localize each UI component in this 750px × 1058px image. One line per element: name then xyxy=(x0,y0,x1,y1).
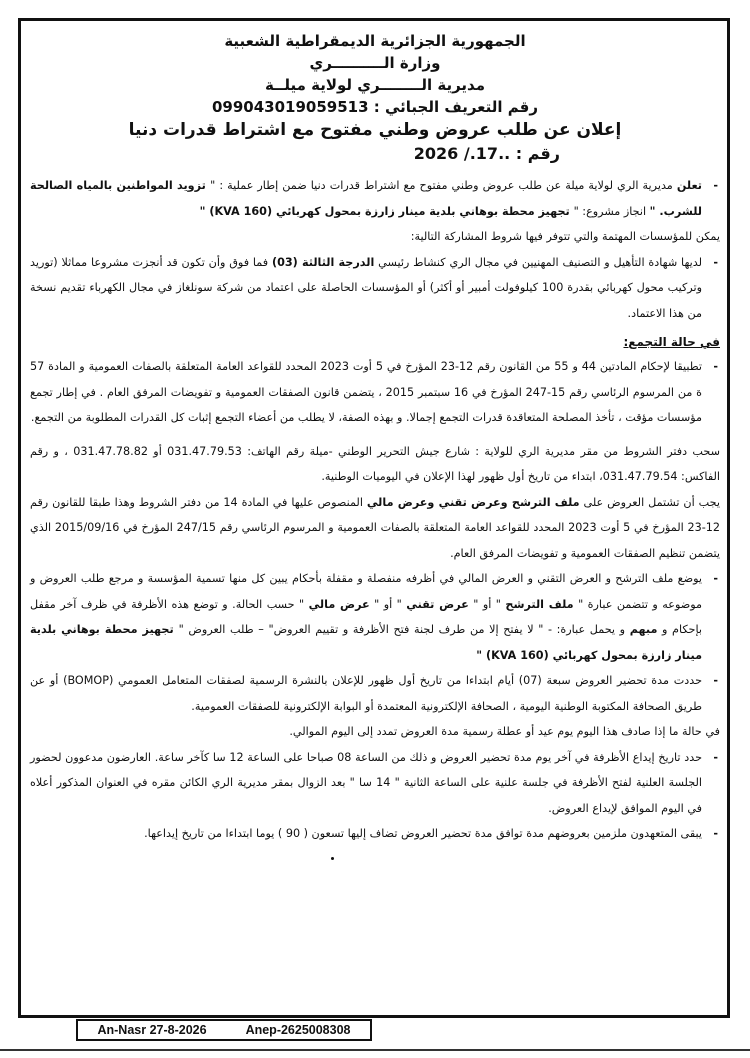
republic-title: الجمهورية الجزائرية الديمقراطية الشعبية xyxy=(224,32,526,50)
project-label: انجاز مشروع: " xyxy=(573,204,650,218)
section-heading-consortium: في حالة التجمع: xyxy=(623,335,720,349)
eligibility-paragraph: يمكن للمؤسسات المهتمة والتي تتوفر فيها شروط المشاركة التالية: xyxy=(410,230,720,243)
envelope-label-candidacy: ملف الترشح xyxy=(505,597,574,611)
consortium-item: - تطبيقا لإحكام المادتين 44 و 55 من القانون رقم 12-23 المؤرخ في 5 أوت 2023 المحدد للقواعد العامة المتعلقة بالصفات العمومية و المادة 57 ة من المرسوم الرئاسي رقم 15-247 المؤرخ في 16 سبتمبر 2015 ، يتضمن قانون الصفقات العمومية و تفويضات المرفق العام . في إطار تجمع مؤسسات مؤقت ، تأخذ المصلحة المتعاقدة قدرات التجمع إجمالا. و بهذه الصفة، لا يطلب من أعضاء التجمع إثبات كل القدرات المطلوبة من التجمع. xyxy=(30,354,720,431)
offers-text-2: المنصوص عليها في المادة 14 من دفتر الشروط وهذا طبقا للقانون رقم 12-23 المؤرخ في 5 أوت 2023 المحدد للقواعد العامة المتعلقة بالصفات العمومية و المرسوم الرئاسي رقم 247/15 المؤرخ في 2015/09/16 الذي يتضمن تنظيم الصفقات العمومية و تفويضات المرفق العام. xyxy=(30,495,721,560)
envelopes-item xyxy=(30,566,720,668)
qualification-text-1: لديها شهادة التأهيل و التصنيف المهنيين في مجال الري كنشاط رئيسي xyxy=(374,255,703,269)
intro-lead: تعلن xyxy=(676,179,702,192)
newspaper-ref: An-Nasr 27-8-2026 xyxy=(97,1023,207,1037)
directorate-title: مديرية الــــــــري لولاية ميلــة xyxy=(265,76,485,94)
envelopes-text-2: " أو " xyxy=(468,597,506,611)
tax-id: رقم التعريف الجبائي : 099043019059513 xyxy=(211,98,538,116)
operation-title: تزويد المواطنين بالمياه الصالحة للشرب. " xyxy=(30,179,702,218)
preparation-period-item: - حددت مدة تحضير العروض سبعة (07) أيام ابتداءا من تاريخ أول ظهور للإعلان بالنشرة الرسمية لصفقات المتعامل العمومي (BOMOP) أو عن طريق الصحافة المكتوبة الوطنية اليومية ، الصحافة الإلكترونية المعتمدة أو البوابة الإلكترونية للصفقات العمومية. xyxy=(30,668,720,719)
envelopes-text-1: يوضع ملف الترشح و العرض التقني و العرض المالي في أظرفه منفصلة و مقفلة بأحكام يبين كل منها تسمية المؤسسة و مرجع طلب العروض و موضوعه و تتضمن عبارة " xyxy=(30,572,702,611)
publication-reference xyxy=(76,1019,372,1041)
envelope-anonymous: مبهم xyxy=(629,623,658,636)
ministry-title: وزارة الــــــــــري xyxy=(309,54,441,72)
qualification-grade: الدرجة الثالثة (03) xyxy=(271,255,375,269)
intro-paragraph xyxy=(30,173,720,224)
envelopes-text-5: و يحمل عبارة: - " لا يفتح إلا من طرف لجنة فتح الأظرفة و تقييم العروض" – طلب العروض " xyxy=(178,623,630,636)
holiday-paragraph: في حالة ما إذا صادف هذا اليوم يوم عيد أو عطلة رسمية مدة العروض تمدد إلى اليوم الموالي. xyxy=(289,725,720,738)
anep-ref: Anep-2625008308 xyxy=(245,1023,351,1037)
announcement-title: إعلان عن طلب عروض وطني مفتوح مع اشتراط قدرات دنيا xyxy=(128,120,622,140)
envelopes-text-3: " أو " xyxy=(369,597,407,611)
offers-components: ملف الترشح وعرض تقني وعرض مالي xyxy=(366,495,580,509)
offers-text-1: يجب أن تشتمل العروض على xyxy=(579,495,720,509)
project-title: تجهيز محطة بوهاني بلدية مينار زارزة بمحول كهربائي (160 KVA) " xyxy=(199,204,574,218)
qualification-text-2: فما فوق وأن تكون قد أنجزت مشروعا مماثلا (توريد وتركيب محول كهربائي بقدرة 100 كيلوفولت أمبير أو أكثر) أو المؤسسات الحاصلة على اعتماد من شركة سونلغاز في مجال الكهرباء تقديم نسخة من هذا الاعتماد. xyxy=(30,255,703,320)
qualification-item xyxy=(30,250,720,327)
intro-text: مديرية الري لولاية ميلة عن طلب عروض وطني مفتوح مع اشتراط قدرات دنيا ضمن إطار عملية : " xyxy=(210,179,677,192)
announcement-number: رقم : ..17./ 2026 xyxy=(413,144,560,163)
page-bottom-rule xyxy=(0,1049,750,1051)
offers-paragraph xyxy=(30,490,720,567)
deposit-item: - حدد تاريخ إيداع الأظرفة في آخر يوم مدة تحضير العروض و ذلك من الساعة 08 صباحا على الساعة 12 سا كآخر ساعة. العارضون مدعوون لحضور الجلسة العلنية لفتح الأظرفة في جلسة علنية على الساعة الثانية " 14 سا " بعد الزوال بمقر مديرية الري الكائن مقره في العنوان المذكور أعلاه في اليوم الموافق لإيداع العروض. xyxy=(30,745,720,822)
envelope-label-technical: عرض تقني xyxy=(406,597,469,611)
stray-mark xyxy=(331,857,334,860)
envelope-project-title: تجهيز محطة بوهاني بلدية مينار زارزة بمحول كهربائي (160 KVA) " xyxy=(30,623,702,662)
envelope-label-financial: عرض مالي xyxy=(308,597,370,611)
validity-item: - يبقى المتعهدون ملزمين بعروضهم مدة توافق مدة تحضير العروض تضاف إليها تسعون ( 90 ) يوما ابتداءا من تاريخ إيداعها. xyxy=(30,821,720,847)
withdrawal-paragraph: سحب دفتر الشروط من مقر مديرية الري للولاية : شارع جيش التحرير الوطني -ميلة رقم الهاتف: 031.47.79.53 أو 031.47.78.82 ، و رقم الفاكس: 031.47.79.54، ابتداء من تاريخ أول ظهور لهذا الإعلان في اليوميات الوطنية. xyxy=(30,444,721,483)
envelopes-text-4: " حسب الحالة. و توضع هذه الأظرفة في ظرف آخر مقفل بإحكام و xyxy=(30,597,702,636)
announcement-body xyxy=(30,30,720,847)
